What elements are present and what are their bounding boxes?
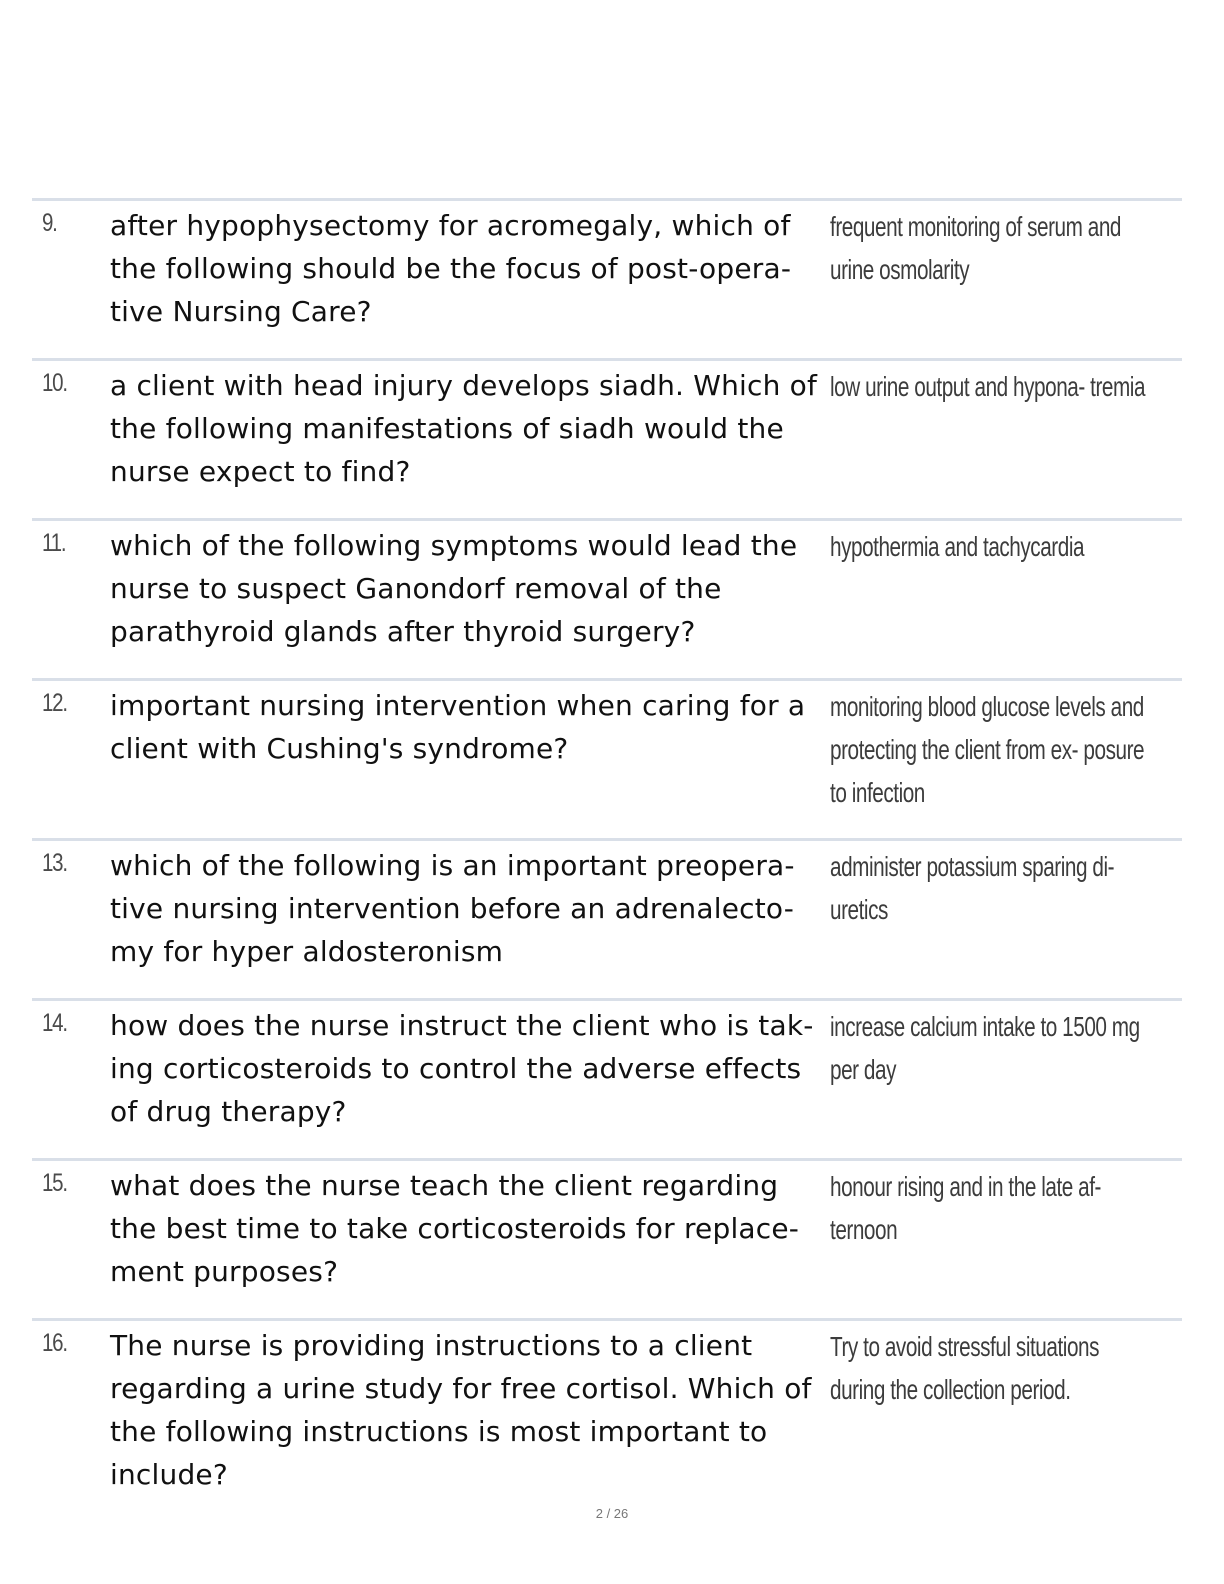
card-answer: increase calcium intake to 1500 mg per day xyxy=(830,1011,1140,1085)
flashcard-row xyxy=(32,361,1182,521)
card-question: after hypophysectomy for acromegaly, which of the following should be the focus of post-opera- tive Nursing Care? xyxy=(110,209,792,328)
card-number: 15. xyxy=(42,1169,67,1197)
card-answer: monitoring blood glucose levels and protecting the client from ex- posure to infection xyxy=(830,691,1145,808)
flashcard-row xyxy=(32,1001,1182,1161)
card-number: 10. xyxy=(42,369,67,397)
flashcard-row xyxy=(32,681,1182,841)
card-number: 11. xyxy=(42,529,66,557)
card-number: 14. xyxy=(42,1009,67,1037)
card-number: 9. xyxy=(42,209,57,237)
card-answer: frequent monitoring of serum and urine osmolarity xyxy=(830,211,1122,285)
card-number: 16. xyxy=(42,1329,67,1357)
card-answer: low urine output and hypona- tremia xyxy=(830,371,1146,402)
flashcard-row xyxy=(32,841,1182,1001)
card-question: a client with head injury develops siadh. Which of the following manifestations of siadh would the nurse expect to find? xyxy=(110,369,818,488)
flashcard-row xyxy=(32,521,1182,681)
card-answer: hypothermia and tachycardia xyxy=(830,531,1085,562)
flashcard-row xyxy=(32,201,1182,361)
flashcard-row xyxy=(32,1161,1182,1321)
flashcard-list xyxy=(32,198,1182,1511)
card-answer: Try to avoid stressful situations during the collection period. xyxy=(830,1331,1100,1405)
card-answer: honour rising and in the late af- ternoon xyxy=(830,1171,1102,1245)
page-indicator: 2 / 26 xyxy=(595,1506,629,1521)
card-question: which of the following symptoms would lead the nurse to suspect Ganondorf removal of the parathyroid glands after thyroid surgery? xyxy=(110,529,798,648)
card-question: The nurse is providing instructions to a client regarding a urine study for free cortisol. Which of the following instructions is most important to include? xyxy=(110,1329,812,1491)
card-number: 13. xyxy=(42,849,67,877)
flashcard-row xyxy=(32,1321,1182,1511)
card-question: what does the nurse teach the client regarding the best time to take corticosteroids for replace- ment purposes? xyxy=(110,1169,800,1288)
card-question: important nursing intervention when caring for a client with Cushing's syndrome? xyxy=(110,689,806,765)
card-question: how does the nurse instruct the client who is tak- ing corticosteroids to control the adverse effects of drug therapy? xyxy=(110,1009,814,1128)
card-answer: administer potassium sparing di- uretics xyxy=(830,851,1115,925)
card-question: which of the following is an important preopera- tive nursing intervention before an adrenalecto- my for hyper aldosteronism xyxy=(110,849,795,968)
card-number: 12. xyxy=(42,689,67,717)
